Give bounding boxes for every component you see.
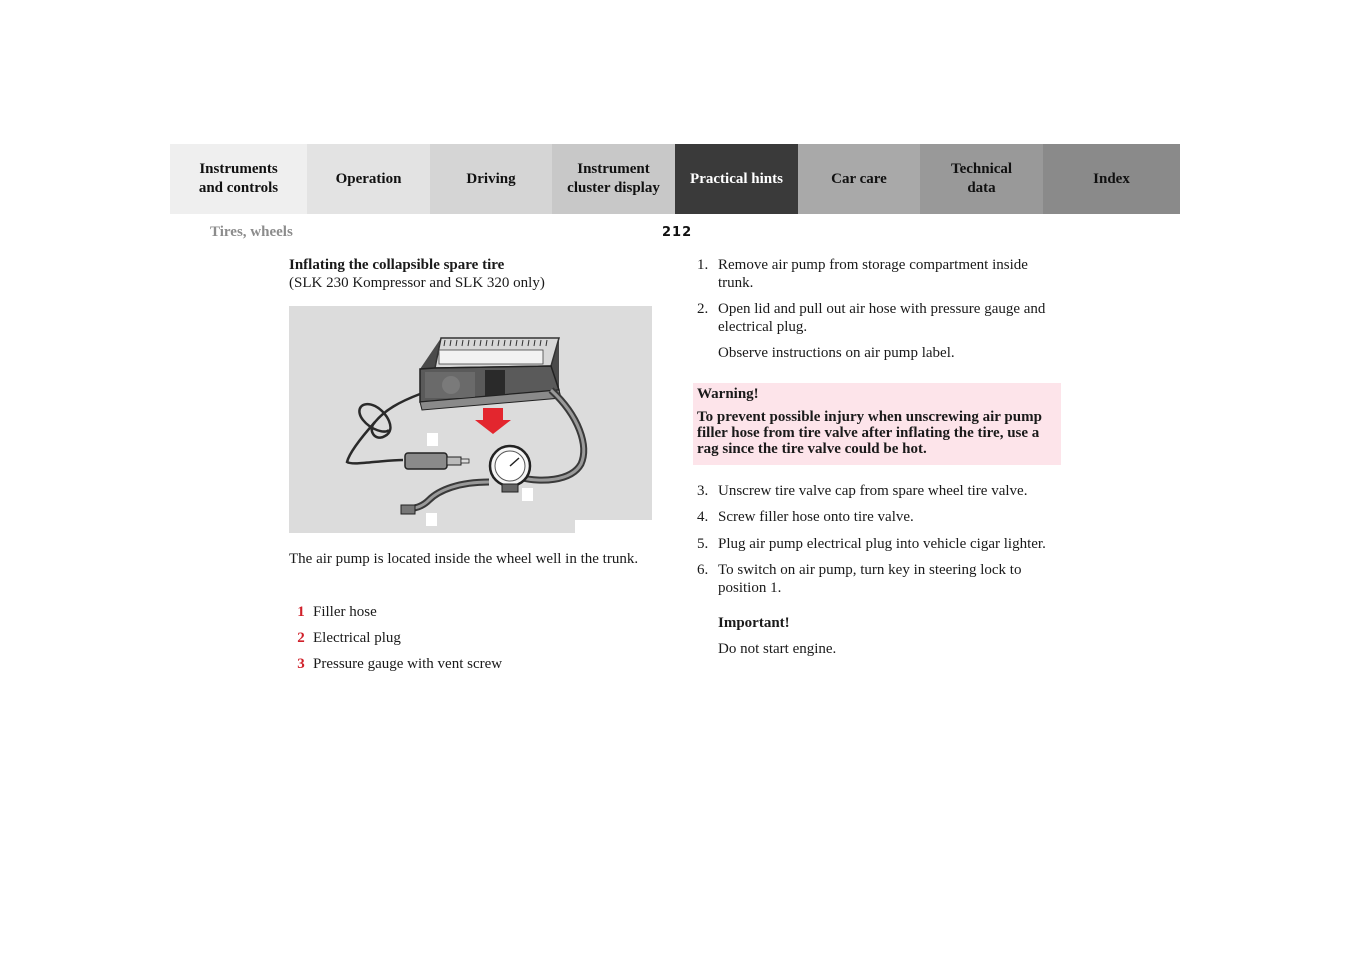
illustration-legend <box>289 603 649 681</box>
step-number: 1. <box>697 257 709 273</box>
step-text: Unscrew tire valve cap from spare wheel tire valve. <box>718 483 1028 499</box>
legend-text: Filler hose <box>313 604 377 620</box>
step-number: 6. <box>697 562 709 578</box>
tab-operation[interactable]: Operation <box>307 144 430 214</box>
section-title: Tires, wheels <box>210 224 293 240</box>
warning-text: To prevent possible injury when unscrewing air pump filler hose from tire valve after inflating the tire, use a rag since the tire valve could be hot. <box>697 409 1042 457</box>
warning-title: Warning! <box>697 386 759 402</box>
step-number: 3. <box>697 483 709 499</box>
chapter-tabs <box>170 144 1180 214</box>
tab-index[interactable]: Index <box>1043 144 1180 214</box>
instruction-step <box>693 300 1063 336</box>
legend-text: Pressure gauge with vent screw <box>313 656 503 672</box>
legend-item <box>289 629 649 647</box>
step-text: To switch on air pump, turn key in steering lock to position 1. <box>718 562 1022 596</box>
step-text: Plug air pump electrical plug into vehicle cigar lighter. <box>718 536 1046 552</box>
instruction-steps-first <box>693 256 1063 362</box>
instruction-step <box>693 535 1063 553</box>
instruction-step <box>693 482 1063 500</box>
step-text: Open lid and pull out air hose with pressure gauge and electrical plug. <box>718 301 1046 335</box>
important-title: Important! <box>718 615 790 631</box>
warning-box <box>693 383 1061 465</box>
page-number: 212 <box>662 225 693 240</box>
air-pump-illustration <box>289 306 652 533</box>
article-heading: Inflating the collapsible spare tire <box>289 257 505 273</box>
left-column-heading <box>289 256 659 292</box>
step-number: 4. <box>697 509 709 525</box>
step-number: 2. <box>697 301 709 317</box>
tab-practical-hints[interactable]: Practical hints <box>675 144 798 214</box>
instruction-step <box>693 508 1063 526</box>
step-note: Observe instructions on air pump label. <box>718 345 955 361</box>
legend-number: 3 <box>297 656 305 672</box>
tab-instruments-and-controls[interactable]: Instruments and controls <box>170 144 307 214</box>
step-number: 5. <box>697 536 709 552</box>
legend-text: Electrical plug <box>313 630 401 646</box>
tab-technical-data[interactable]: Technical data <box>920 144 1043 214</box>
tab-instrument-cluster-display[interactable]: Instrument cluster display <box>552 144 675 214</box>
legend-number: 1 <box>297 604 305 620</box>
step-text: Remove air pump from storage compartment inside trunk. <box>718 257 1028 291</box>
legend-item <box>289 603 649 621</box>
instruction-steps-second <box>693 482 1063 658</box>
important-text: Do not start engine. <box>718 641 837 657</box>
instruction-step <box>693 561 1063 597</box>
tab-car-care[interactable]: Car care <box>798 144 920 214</box>
step-text: Screw filler hose onto tire valve. <box>718 509 914 525</box>
legend-number: 2 <box>297 630 305 646</box>
illustration-caption: The air pump is located inside the wheel well in the trunk. <box>289 551 639 567</box>
legend-item <box>289 655 649 673</box>
instruction-step <box>693 256 1063 292</box>
article-subheading: (SLK 230 Kompressor and SLK 320 only) <box>289 275 545 291</box>
tab-driving[interactable]: Driving <box>430 144 552 214</box>
